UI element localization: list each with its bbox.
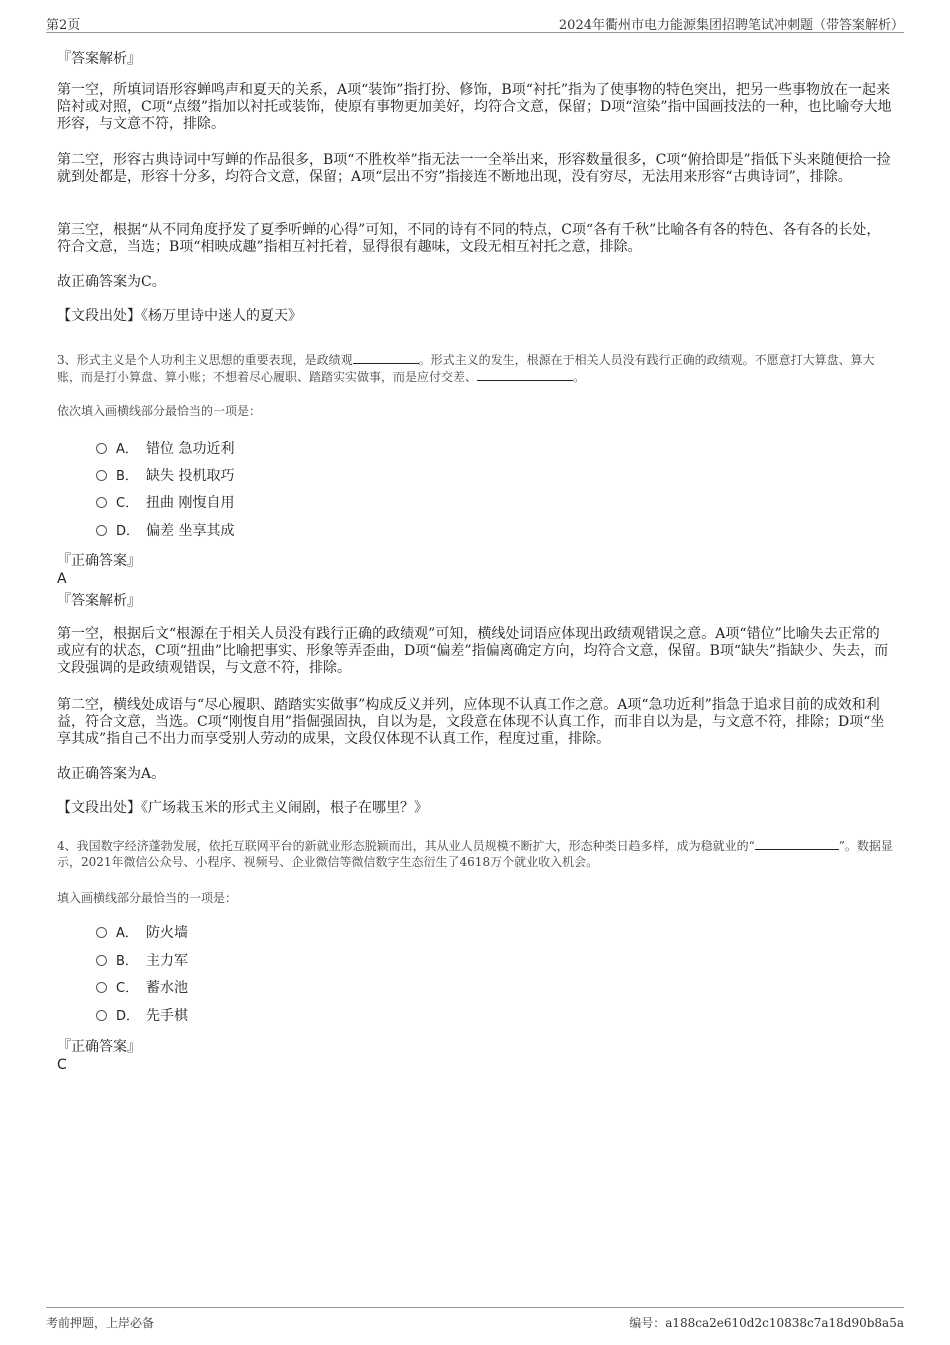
document-id: 编号：a188ca2e610d2c10838c7a18d90b8a5a: [629, 1316, 904, 1330]
question-3-option-b[interactable]: B． 缺失 投机取巧: [96, 467, 234, 486]
question-4-stem: [57, 837, 893, 870]
correct-answer-heading: 『正确答案』: [57, 553, 141, 569]
analysis-heading: 『答案解析』: [57, 593, 141, 609]
page-number: 第2页: [46, 18, 81, 33]
radio-icon[interactable]: [96, 1010, 107, 1021]
passage-source: 【文段出处】《广场栽玉米的形式主义闹剧，根子在哪里？》: [57, 800, 428, 816]
correct-answer-heading: 『正确答案』: [57, 1039, 141, 1055]
question-4-option-a[interactable]: A． 防火墙: [96, 924, 188, 943]
analysis-paragraph-2: 第二空，横线处成语与“尽心履职、踏踏实实做事”构成反义并列，应体现不认真工作之意。A项“急功近利”指急于追求目前的成效和利益，符合文意，当选。C项“刚愎自用”指倔强固执，自以为是，文段意在体现不认真工作，而非自以为是，与文意不符，排除；D项“坐享其成”指自己不出力而享受别人劳动的成果，文段仅体现不认真工作，程度过重，排除。: [57, 697, 885, 747]
analysis-paragraph-3: 第三空，根据“从不同角度抒发了夏季听蝉的心得”可知，不同的诗有不同的特点，C项“各有千秋”比喻各有各的特色、各有各的长处，符合文意，当选；B项“相映成趣”指相互衬托着，显得很有趣味，文段无相互衬托之意，排除。: [57, 222, 881, 255]
radio-icon[interactable]: [96, 443, 107, 454]
document-title: 2024年衢州市电力能源集团招聘笔试冲刺题（带答案解析）: [558, 18, 904, 33]
correct-answer-value: C: [57, 1057, 67, 1073]
question-3-stem-part-2: 。形式主义的发生，根源在于相关人员没有践行正确的政绩观。不愿意打大算盘、算大账，而是打小算盘、算小账；不想着尽心履职、踏踏实实做事，而是应付交差、: [57, 353, 875, 384]
page-header: [46, 14, 904, 33]
correct-answer-value: A: [57, 571, 67, 587]
answer-conclusion: 故正确答案为A。: [57, 766, 166, 782]
analysis-heading: 『答案解析』: [57, 51, 141, 67]
fill-blank-1: [755, 837, 839, 850]
radio-icon[interactable]: [96, 525, 107, 536]
question-4-stem-part-2: ”。数据显示，2021年微信公众号、小程序、视频号、企业微信等微信数字生态衍生了4618万个就业收入机会。: [57, 839, 893, 869]
question-3-option-c[interactable]: C． 扭曲 刚愎自用: [96, 494, 234, 513]
radio-icon[interactable]: [96, 955, 107, 966]
question-3-stem: [57, 351, 893, 385]
radio-icon[interactable]: [96, 982, 107, 993]
question-4-instruction: 填入画横线部分最恰当的一项是：: [57, 891, 238, 905]
question-4-option-b[interactable]: B． 主力军: [96, 952, 188, 971]
question-3-stem-part-1: 3、形式主义是个人功利主义思想的重要表现，是政绩观: [57, 353, 353, 367]
answer-conclusion: 故正确答案为C。: [57, 274, 166, 290]
analysis-paragraph-2: 第二空，形容古典诗词中写蝉的作品很多，B项“不胜枚举”指无法一一全举出来，形容数量很多，C项“俯拾即是”指低下头来随便拾一捡就到处都是，形容十分多，均符合文意，保留；A项“层出不穷”指接连不断地出现，没有穷尽，无法用来形容“古典诗词”，排除。: [57, 152, 891, 185]
radio-icon[interactable]: [96, 497, 107, 508]
question-3-option-d[interactable]: D． 偏差 坐享其成: [96, 522, 234, 541]
page-footer: [46, 1307, 904, 1332]
question-3-option-a[interactable]: A． 错位 急功近利: [96, 440, 234, 459]
question-4-option-c[interactable]: C． 蓄水池: [96, 979, 188, 998]
radio-icon[interactable]: [96, 927, 107, 938]
fill-blank-2: [477, 368, 573, 381]
footer-slogan: 考前押题，上岸必备: [46, 1316, 155, 1330]
fill-blank-1: [353, 351, 419, 364]
question-4-option-d[interactable]: D． 先手棋: [96, 1007, 188, 1026]
question-4-stem-part-1: 4、我国数字经济蓬勃发展，依托互联网平台的新就业形态脱颖而出，其从业人员规模不断扩大，形态种类日趋多样，成为稳就业的“: [57, 839, 755, 853]
passage-source: 【文段出处】《杨万里诗中迷人的夏天》: [57, 308, 302, 324]
question-3-stem-part-3: 。: [573, 370, 586, 384]
analysis-paragraph-1: 第一空，所填词语形容蝉鸣声和夏天的关系，A项“装饰”指打扮、修饰，B项“衬托”指为了使事物的特色突出，把另一些事物放在一起来陪衬或对照，C项“点缀”指加以衬托或装饰，使原有事物更加美好，均符合文意，保留；D项“渲染”指中国画技法的一种，也比喻夸大地形容，与文意不符，排除。: [57, 82, 892, 132]
radio-icon[interactable]: [96, 470, 107, 481]
question-3-instruction: 依次填入画横线部分最恰当的一项是：: [57, 404, 262, 418]
analysis-paragraph-1: 第一空，根据后文“根源在于相关人员没有践行正确的政绩观”可知，横线处词语应体现出政绩观错误之意。A项“错位”比喻失去正常的或应有的状态，C项“扭曲”比喻把事实、形象等弄歪曲，D项“偏差”指偏离确定方向，均符合文意，保留。B项“缺失”指缺少、失去，而文段强调的是政绩观错误，与文意不符，排除。: [57, 626, 889, 676]
